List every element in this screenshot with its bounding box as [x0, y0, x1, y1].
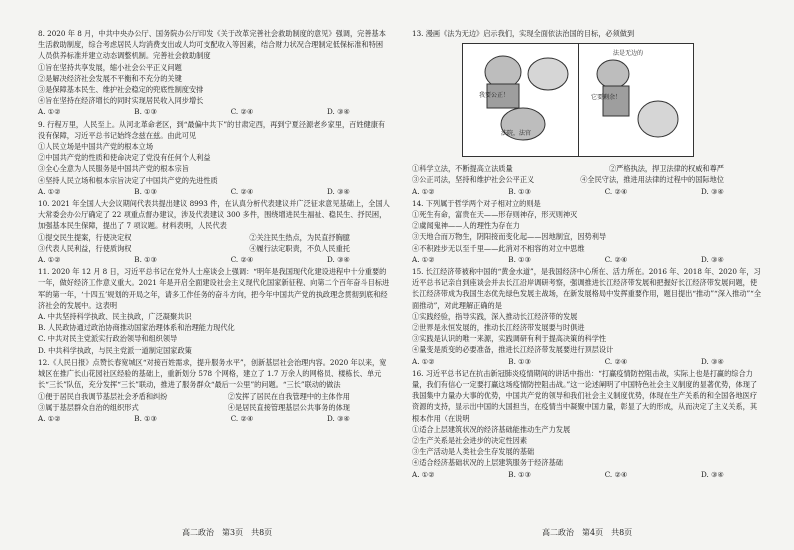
- choice-item: ①科学立法，不断提高立法质量: [412, 164, 513, 174]
- option-d: D. ③④: [327, 107, 350, 117]
- option-a: A. ①②: [38, 255, 61, 265]
- option-a: A. ①②: [38, 186, 61, 196]
- choice-item: ③天地合而万物生，阴阳接而变化起——因地制宜，因势利导: [412, 232, 607, 242]
- cartoon-drawing: [463, 44, 693, 156]
- question-text: 10. 2021 年全国人大会议期间代表共提出建议 8993 件，在认真分析代表建议并广泛征求意见基础上，全国人大常委会办公厅确定了 22 项重点督办建议，涉及代表建议 300 多件，围绕增进民生福祉、稳民生、抒民困，加强基本民生保障，提出了 7 项议题。材料表明，人民代表: [38, 199, 390, 231]
- page-footer-right: 高二政治 第4页 共8页: [542, 528, 633, 537]
- question-12: [38, 357, 390, 424]
- choice-item: D. 中共科学执政，与民主党派一道制定国家政策: [38, 345, 192, 355]
- choice-item: ④坚持人民立场和根本宗旨决定了中国共产党的先进性质: [38, 175, 218, 185]
- choice-item: ②发挥了居民在自我管理中的主体作用: [227, 391, 350, 401]
- question-text: 9. 行程万里，人民至上。从河北革命老区，到“最偏中共下”的甘肃定西，再到宁夏泾源老乡家里，百姓健康有没有保障，习近平总书记始终念兹在兹。由此可见: [38, 119, 386, 140]
- question-text: 16. 习近平总书记在抗击新冠肺炎疫情期间的讲话中指出：“打赢疫情防控阻击战，实际上也是打赢的综合力量，我们有信心一定要打赢这场疫情防控阻击战。”这一论述阐明了中国特色社会主义制度的显著优势，体现了我国集中力量办大事的优势，中国共产党的领导和我们社会主义制度优势，体现在生产关系的和全国各地医疗资源的支持，显示出中国的大国担当，在疫情当中凝聚中国力量，彰显了大的形成，从而决定了主义关系，其根本作用（在说明: [412, 368, 758, 423]
- option-c: C. ②④: [604, 186, 628, 196]
- choice-item: ①适合上层建筑状况的经济基础能推动生产力发展: [412, 424, 571, 434]
- question-text: 8. 2020 年 8 月，中共中央办公厅、国务院办公厅印发《关于改革完善社会救助制度的意见》强调，完善基本生活救助制度，综合考虑居民人均消费支出或人均可支配收入等因素，结合财力状况合理制定低保标准和特困人员供养标准并建立动态调整机制。完善社会救助制度: [38, 29, 386, 61]
- option-d: D. ③④: [327, 413, 350, 423]
- choice-item: ④旨在坚持在经济增长的同时实现居民收入同步增长: [38, 96, 204, 106]
- answer-options: [38, 106, 390, 117]
- option-a: A. ①②: [412, 186, 435, 196]
- question-text: 15. 长江经济带被称中国的“黄金水道”，是我国经济中心所在、活力所在。2016 年、2018 年、2020 年，习近平总书记亲自到座谈会并去长江沿岸调研考察，强调推进长江经济带发展和把握好长江经济带发展问题，使长江经济带成为我国生态优先绿色发展主战场，在新发展格局中发挥重要作用，题目提出“推动”“深入推动”“全面推动”，对此理解正确的是: [412, 267, 762, 310]
- choice-item: ②生产关系是社会进步的决定性因素: [412, 436, 528, 446]
- option-b: B. ①③: [134, 413, 158, 423]
- choice-item: B. 人民政协通过政治协商推动国家治理体系和治理能力现代化: [38, 323, 235, 333]
- choice-item: ③生产活动是人类社会生存发展的基础: [412, 447, 535, 457]
- choice-item: ①提交民生提案，行使决定权: [38, 232, 132, 242]
- cartoon-caption: 法院，法官: [501, 130, 532, 138]
- option-a: A. ①②: [412, 356, 435, 366]
- question-8: [38, 28, 390, 118]
- choice-item: ④适合经济基础状况的上层建筑服务于经济基础: [412, 458, 563, 468]
- answer-options: [412, 356, 764, 367]
- question-11: [38, 266, 390, 356]
- choice-item: ③是保障基本民生、维护社会稳定的兜底性制度安排: [38, 85, 204, 95]
- question-text: 13. 漫画《法为无边》启示我们，实现全面依法治国的目标，必须做到: [412, 29, 635, 38]
- choice-item: ③代表人民利益，行使质询权: [38, 243, 132, 253]
- question-text: 14. 下列属于哲学两个对子相对立的则是: [412, 198, 541, 208]
- choice-item: ①死生有命，富贵在天——形存则神存，形灭则神灭: [412, 210, 578, 220]
- option-c: C. ②④: [604, 356, 628, 366]
- option-a: A. ①②: [412, 469, 435, 479]
- choice-item: ③公正司法，坚持和维护社会公平正义: [412, 175, 535, 185]
- left-column: [38, 28, 390, 425]
- answer-options: [38, 186, 390, 197]
- choice-row: [38, 391, 390, 402]
- question-text: 11. 2020 年 12 月 8 日，习近平总书记在党外人士座谈会上强调：“明年是我国现代化建设进程中十分重要的一年，做好经济工作意义重大。2021 年是开启全面建设社会主义现代化国家新征程、向第二个百年奋斗目标进军的第一年，‘十四五’规划的开局之年，请多工作任务的奋斗方向，把今年中国共产党的执政理念贯彻到底和经济社会的发展中。这表明: [38, 267, 390, 310]
- option-b: B. ①③: [508, 186, 532, 196]
- option-c: C. ②④: [230, 107, 254, 117]
- option-a: A. ①②: [38, 413, 61, 423]
- choice-item: ①实践经验，指导实践，深入推动长江经济带的发展: [412, 311, 578, 321]
- choice-item: ④量变是质变的必要准备，推进长江经济带发展要进行顶层设计: [412, 345, 614, 355]
- choice-item: ③全心全意为人民服务是中国共产党的根本宗旨: [38, 164, 189, 174]
- option-b: B. ①③: [508, 356, 532, 366]
- choice-row: [38, 402, 390, 413]
- option-b: B. ①③: [508, 254, 532, 264]
- question-13: [412, 28, 764, 197]
- choice-item: ②是解决经济社会发展不平衡和不充分的关键: [38, 73, 182, 83]
- option-d: D. ③④: [701, 254, 724, 264]
- option-a: A. ①②: [38, 107, 61, 117]
- answer-options: [412, 469, 764, 480]
- option-b: B. ①③: [134, 255, 158, 265]
- choice-row: [412, 174, 764, 185]
- answer-options: [412, 254, 764, 265]
- option-c: C. ②④: [604, 469, 628, 479]
- choice-item: ②虞闻鬼神——人的理性为存在力: [412, 221, 520, 231]
- choice-item: ①旨在坚持共享发展，缩小社会公平正义问题: [38, 62, 182, 72]
- option-b: B. ①③: [134, 186, 158, 196]
- option-d: D. ③④: [701, 469, 724, 479]
- choice-item: ②严格执法，捍卫法律的权威和尊严: [608, 164, 724, 174]
- option-d: D. ③④: [701, 356, 724, 366]
- option-d: D. ③④: [701, 186, 724, 196]
- answer-options: [38, 254, 390, 265]
- option-c: C. ②④: [230, 255, 254, 265]
- answer-options: [38, 413, 390, 424]
- option-c: C. ②④: [230, 186, 254, 196]
- question-14: [412, 198, 764, 265]
- choice-item: ②关注民生热点，为民直抒胸臆: [249, 232, 350, 242]
- option-b: B. ①③: [508, 469, 532, 479]
- option-c: C. ②④: [604, 254, 628, 264]
- question-16: [412, 368, 764, 480]
- option-d: D. ③④: [327, 186, 350, 196]
- option-d: D. ③④: [327, 255, 350, 265]
- choice-row: [38, 243, 390, 254]
- question-10: [38, 198, 390, 265]
- cartoon-caption: 法是无边的: [613, 50, 644, 58]
- choice-item: ②中国共产党的性质和使命决定了党没有任何个人利益: [38, 153, 211, 163]
- choice-item: ③属于基层群众自治的组织形式: [38, 402, 139, 412]
- option-a: A. ①②: [412, 254, 435, 264]
- option-b: B. ①③: [134, 107, 158, 117]
- choice-item: C. 中共对民主党派实行政治领导和组织领导: [38, 334, 178, 344]
- choice-item: ①人民立场是中国共产党的根本立场: [38, 142, 154, 152]
- choice-item: ④全民守法，推进用法律的过程中的国际地位: [580, 175, 724, 185]
- choice-item: ②世界是永恒发展的，推动长江经济带发展要与时俱进: [412, 323, 585, 333]
- question-text: 12.《人民日报》点赞长春宽城区“对接百姓需求，提升服务水平”，创新基层社会治理内容。2020 年以来，宽城区在推广长山花园社区经验的基础上，重新划分 578 个网格，建立了 1.7 万余人的网格员、楼栋长、单元长“三长”队伍，充分发挥“三长”联动，推进了服务群众“最后一公里”的问题。“三长”联动的做法: [38, 357, 387, 390]
- choice-item: ④不积跬步无以至千里——此消对不相容的对立中思维: [412, 243, 585, 253]
- choice-row: [412, 163, 764, 174]
- page-footer-left: 高二政治 第3页 共8页: [182, 528, 273, 537]
- choice-item: ③实践是认识的唯一来源，实践调研有利于提高决策的科学性: [412, 334, 607, 344]
- question-9: [38, 119, 390, 197]
- cartoon-image: [462, 43, 694, 157]
- question-15: [412, 266, 764, 367]
- right-column: [412, 28, 764, 481]
- choice-item: ①便于居民自我调节基层社会矛盾和纠纷: [38, 391, 168, 401]
- choice-item: A. 中共坚持科学执政、民主执政，广泛凝聚共识: [38, 312, 192, 322]
- option-c: C. ②④: [230, 413, 254, 423]
- cartoon-caption: 我要公正！: [479, 92, 510, 100]
- choice-row: [38, 232, 390, 243]
- answer-options: [412, 186, 764, 197]
- choice-item: ④履行法定职责，不负人民重托: [249, 243, 350, 253]
- choice-item: ④是居民直接管理基层公共事务的体现: [227, 402, 350, 412]
- cartoon-caption: 它要剩余！: [591, 94, 622, 102]
